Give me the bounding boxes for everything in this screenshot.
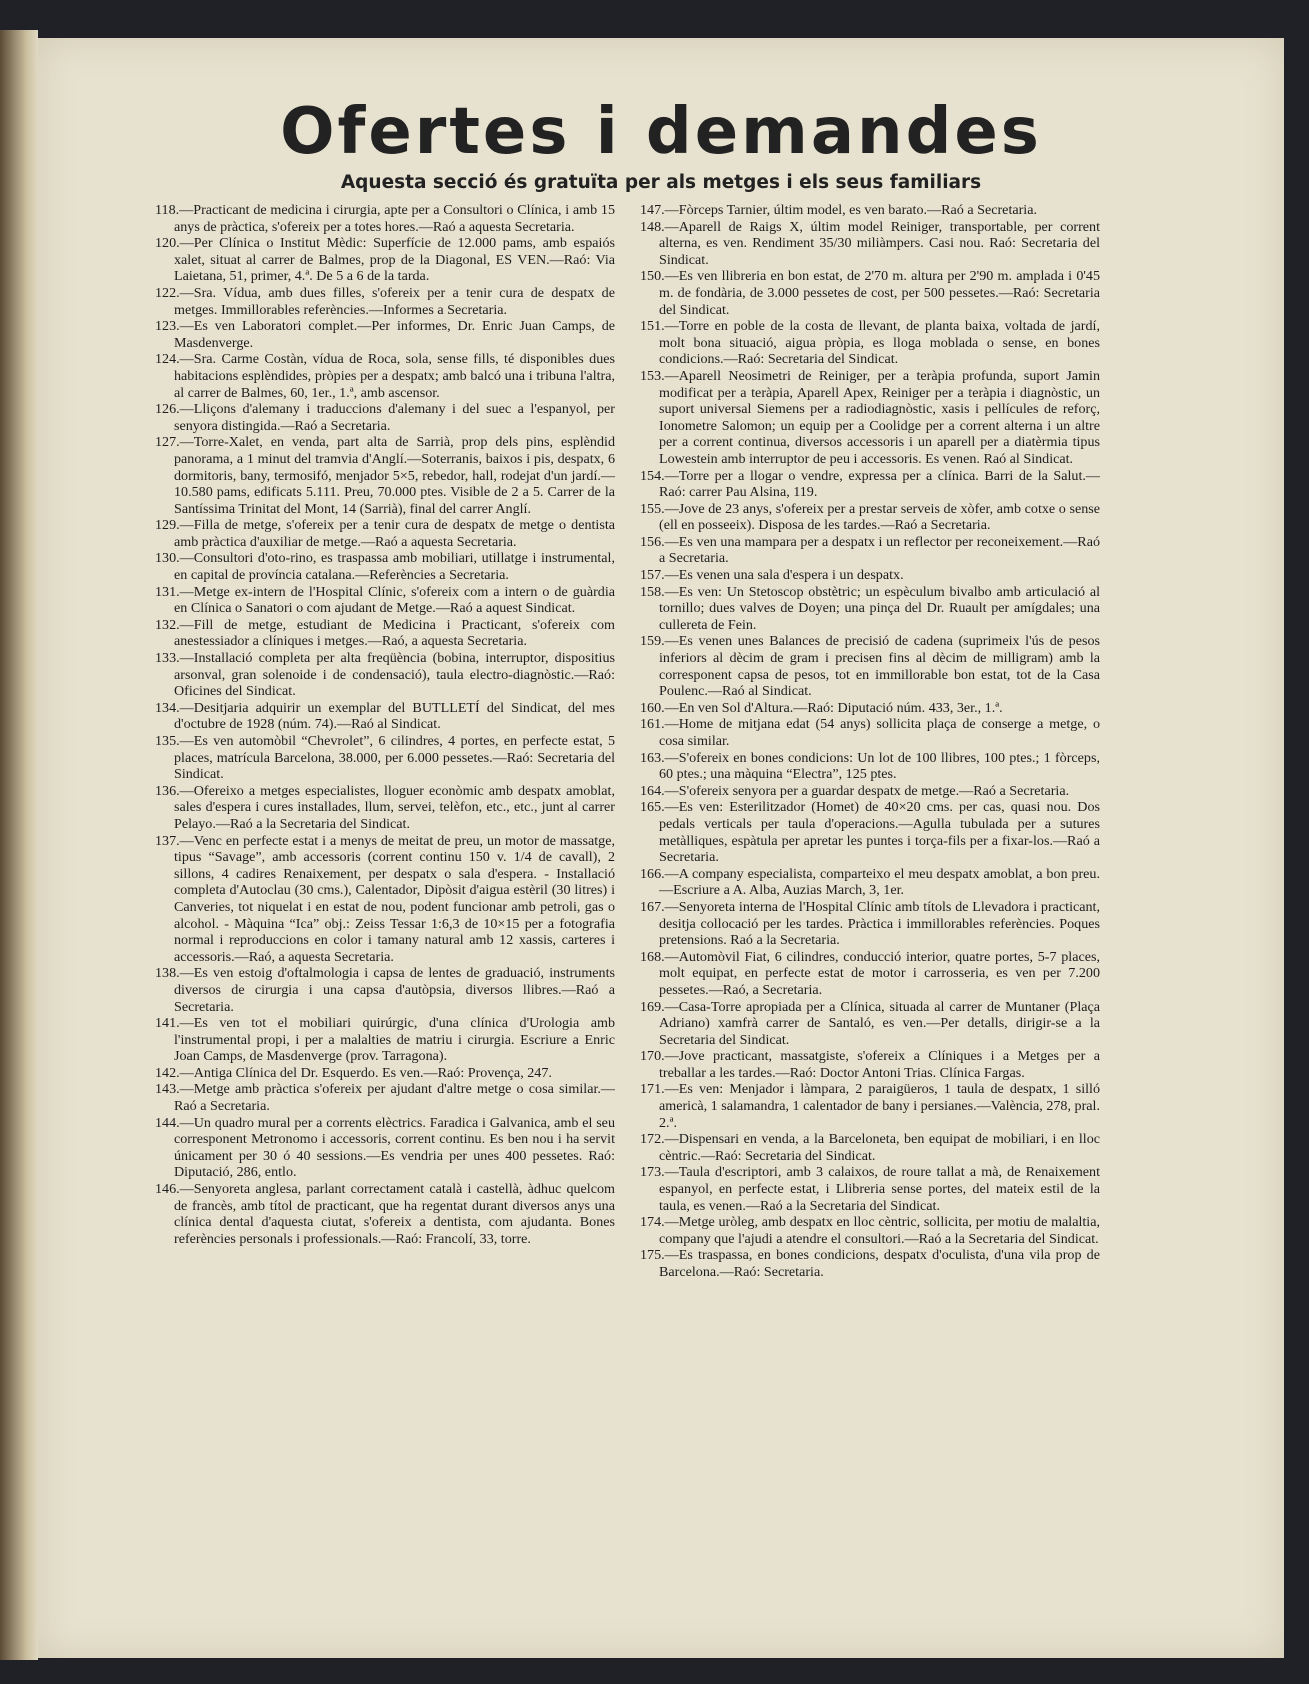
classified-entry: 135.—Es ven automòbil “Chevrolet”, 6 cilindres, 4 portes, en perfecte estat, 5 places, matrícula Barcelona, 38.000, per 6.000 pessetes.—Raó: Secretaria del Sindicat. — [155, 733, 615, 783]
classified-entry: 154.—Torre per a llogar o vendre, expressa per a clínica. Barri de la Salut.—Raó: carrer Pau Alsina, 119. — [640, 467, 1100, 501]
classified-entry: 147.—Fòrceps Tarnier, últim model, es ven barato.—Raó a Secretaria. — [640, 202, 1037, 218]
classified-entry: 144.—Un quadro mural per a corrents elèctrics. Faradica i Galvanica, amb el seu corresponent Metronomo i accessoris, corrent continu. Es ben nou i ha servit únicament per 30 ó 40 sessions.—Es vendria per unes 400 pessetes. Raó: Diputació, 286, entlo. — [155, 1114, 615, 1181]
classified-entry: 137.—Venc en perfecte estat i a menys de meitat de preu, un motor de massatge, tipus “Savage”, amb accessoris (corrent continu 150 v. 1/4 de cavall), 2 sillons, 4 cadires Renaixement, per despatx o sala d'espera. - Installació completa d'Autoclau (30 cms.), Calentador, Dipòsit d'aigua estèril (30 litres) i Canveries, tot niquelat i en estat de nou, podent funcionar amb petroli, gas o alcohol. - Màquina “Ica” obj.: Zeiss Tessar 1:6,3 de 10×15 per a fotografia normal i reproduccions en color i tamany natural amb 12 xassis, carteres i accessoris.—Raó, a aquesta Secretaria. — [155, 832, 615, 965]
classified-entry: 132.—Fill de metge, estudiant de Medicina i Practicant, s'ofereix com anestessiador a clíniques i metges.—Raó, a aquesta Secretaria. — [155, 616, 615, 650]
classified-entry: 171.—Es ven: Menjador i làmpara, 2 paraigüeros, 1 taula de despatx, 1 silló americà, 1 salamandra, 1 calentador de bany i persianes.—València, 278, pral. 2.ª. — [640, 1081, 1100, 1131]
classified-entry: 155.—Jove de 23 anys, s'ofereix per a prestar serveis de xòfer, amb cotxe o sense (ell en posseeix). Disposa de les tardes.—Raó a Secretaria. — [640, 500, 1100, 534]
classified-entry: 170.—Jove practicant, massatgiste, s'ofereix a Clíniques i a Metges per a treballar a les tardes.—Raó: Doctor Antoni Trias. Clínica Fargas. — [640, 1048, 1100, 1081]
classified-entry: 141.—Es ven tot el mobiliari quirúrgic, d'una clínica d'Urologia amb l'instrumental propi, i per a malalties de matriu i cirurgia. Escriure a Enric Joan Camps, de Masdenverge (prov. Tarragona). — [155, 1015, 615, 1065]
classified-entry: 168.—Automòvil Fiat, 6 cilindres, conducció interior, quatre portes, 5-7 places, molt equipat, en perfecte estat de motor i carrosseria, es ven per 7.200 pessetes.—Raó, a Secretaria. — [640, 948, 1100, 998]
classified-entry: 148.—Aparell de Raigs X, últim model Reiniger, transportable, per corrent alterna, es ven. Rendiment 35/30 miliàmpers. Casi nou. Raó: Secretaria del Sindicat. — [640, 218, 1100, 268]
classified-entry: 151.—Torre en poble de la costa de llevant, de planta baixa, voltada de jardí, molt bona situació, aigua pròpia, es lloga moblada o sense, en bones condicions.—Raó: Secretaria del Sindicat. — [640, 318, 1100, 368]
page — [38, 38, 1284, 1658]
page-title: Ofertes i demandes — [280, 95, 1042, 169]
classified-entry: 160.—En ven Sol d'Altura.—Raó: Diputació núm. 433, 3er., 1.ª. — [640, 699, 1003, 716]
classified-entry: 146.—Senyoreta anglesa, parlant correctament català i castellà, àdhuc quelcom de francès, amb títol de practicant, que ha regentat durant diversos anys una clínica dental d'aquesta ciutat, s'ofereix a dentista, com ajudanta. Bones referències personals i professionals.—Raó: Francolí, 33, torre. — [155, 1181, 615, 1247]
classified-entry: 158.—Es ven: Un Stetoscop obstètric; un espèculum bivalbo amb articulació al tornillo; dues valves de Doyen; una pinça del Dr. Ruault per amígdales; una cullereta de Fein. — [640, 583, 1100, 633]
classified-entry: 120.—Per Clínica o Institut Mèdic: Superfície de 12.000 pams, amb espaiós xalet, situat al carrer de Balmes, prop de la Diagonal, ES VEN.—Raó: Via Laietana, 51, primer, 4.ª. De 5 a 6 de la tarda. — [155, 235, 615, 285]
classified-entry: 164.—S'ofereix senyora per a guardar despatx de metge.—Raó a Secretaria. — [640, 782, 1070, 799]
classified-entry: 153.—Aparell Neosimetri de Reiniger, per a teràpia profunda, suport Jamin modificat per a teràpia, Aparell Apex, Reiniger per a teràpia i diagnòstic, un suport universal Siemens per a radiodiagnòstic, xasis i pellícules de reforç, Ionometre Salomon; un equip per a Coolidge per a corrent alterna i un altre per a corrent continua, diversos accessoris i un aparell per a diatèrmia tipus Lowestein amb interruptor de peu i accessoris. Es venen. Raó al Sindicat. — [640, 367, 1100, 467]
classified-entry: 163.—S'ofereix en bones condicions: Un lot de 100 llibres, 100 ptes.; 1 fòrceps, 60 ptes.; una màquina “Electra”, 125 ptes. — [640, 749, 1100, 783]
classified-entry: 173.—Taula d'escriptori, amb 3 calaixos, de roure tallat a mà, de Renaixement espanyol, en perfecte estat, i Llibreria sense portes, del mateix estil de la taula, es venen.—Raó a la Secretaria del Sindicat. — [640, 1164, 1100, 1214]
classified-entry: 133.—Installació completa per alta freqüència (bobina, interruptor, dispositius arsonval, gran solenoide i de condensació), taula electro-diagnòstic.—Raó: Oficines del Sindicat. — [155, 650, 615, 700]
left-column — [155, 202, 615, 1247]
classified-entry: 122.—Sra. Vídua, amb dues filles, s'ofereix per a tenir cura de despatx de metges. Immillorables referències.—Informes a Secretaria. — [155, 284, 615, 318]
classified-entry: 124.—Sra. Carme Costàn, vídua de Roca, sola, sense fills, té disponibles dues habitacions esplèndides, pròpies per a despatx; amb balcó una i tribuna l'altra, al carrer de Balmes, 60, 1er., 1.ª, amb ascensor. — [155, 351, 615, 401]
binding-gutter — [0, 30, 38, 1660]
classified-entry: 123.—Es ven Laboratori complet.—Per informes, Dr. Enric Juan Camps, de Masdenverge. — [155, 318, 615, 351]
classified-entry: 157.—Es venen una sala d'espera i un despatx. — [640, 567, 904, 584]
classified-entry: 126.—Lliçons d'alemany i traduccions d'alemany i del suec a l'espanyol, per senyora distingida.—Raó a Secretaria. — [155, 401, 615, 434]
classified-entry: 127.—Torre-Xalet, en venda, part alta de Sarrià, prop dels pins, esplèndid panorama, a 1 minut del tramvia d'Anglí.—Soterranis, baixos i pis, despatx, 6 dormitoris, bany, termosifó, menjador 5×5, rebedor, hall, rodejat d'un jardí.—10.580 pams, edificats 5.111. Preu, 70.000 ptes. Visible de 2 a 5. Carrer de la Santíssima Trinitat del Mont, 14 (Sarrià), final del carrer Anglí. — [155, 434, 615, 517]
classified-entry: 165.—Es ven: Esterilitzador (Homet) de 40×20 cms. per cas, quasi nou. Dos pedals verticals per taula d'operacions.—Agulla tubulada per a sutures metàlliques, espàtula per apretar les puntes i torça-fils per a fixar-los.—Raó a Secretaria. — [640, 799, 1100, 866]
classified-entry: 131.—Metge ex-intern de l'Hospital Clínic, s'ofereix com a intern o de guàrdia en Clínica o Sanatori o com ajudant de Metge.—Raó a aquest Sindicat. — [155, 583, 615, 617]
classified-entry: 161.—Home de mitjana edat (54 anys) sollicita plaça de conserge a metge, o cosa similar. — [640, 716, 1100, 749]
classified-entry: 136.—Ofereixo a metges especialistes, lloguer econòmic amb despatx amoblat, sales d'espera i cures installades, llum, servei, telèfon, etc., etc., junt al carrer Pelayo.—Raó a la Secretaria del Sindicat. — [155, 782, 615, 832]
classified-entry: 166.—A company especialista, comparteixo el meu despatx amoblat, a bon preu.—Escriure a A. Alba, Auzias March, 3, 1er. — [640, 865, 1100, 899]
classified-entry: 167.—Senyoreta interna de l'Hospital Clínic amb títols de Llevadora i practicant, desitja collocació per les tardes. Pràctica i immillorables referències. Poques pretensions. Raó a la Secretaria. — [640, 898, 1100, 949]
classified-entry: 150.—Es ven llibreria en bon estat, de 2'70 m. altura per 2'90 m. amplada i 0'45 m. de fondària, de 3.000 pessetes de cost, per 500 pessetes.—Raó: Secretaria del Sindicat. — [640, 268, 1100, 318]
classified-entry: 142.—Antiga Clínica del Dr. Esquerdo. Es ven.—Raó: Provença, 247. — [155, 1064, 552, 1081]
right-column — [640, 202, 1100, 1281]
classified-entry: 172.—Dispensari en venda, a la Barceloneta, ben equipat de mobiliari, i en lloc cèntric.—Raó: Secretaria del Sindicat. — [640, 1131, 1100, 1164]
classified-entry: 118.—Practicant de medicina i cirurgia, apte per a Consultori o Clínica, i amb 15 anys de pràctica, s'ofereix per a totes hores.—Raó a aquesta Secretaria. — [155, 202, 615, 235]
classified-entry: 175.—Es traspassa, en bones condicions, despatx d'oculista, d'una vila prop de Barcelona.—Raó: Secretaria. — [640, 1247, 1100, 1280]
classified-entry: 143.—Metge amb pràctica s'ofereix per ajudant d'altre metge o cosa similar.—Raó a Secretaria. — [155, 1081, 615, 1115]
classified-entry: 129.—Filla de metge, s'ofereix per a tenir cura de despatx de metge o dentista amb pràctica d'auxiliar de metge.—Raó a aquesta Secretaria. — [155, 517, 615, 550]
classified-entry: 174.—Metge uròleg, amb despatx en lloc cèntric, sollicita, per motiu de malaltia, company que l'ajudi a atendre el consultori.—Raó a la Secretaria del Sindicat. — [640, 1214, 1100, 1247]
classified-entry: 169.—Casa-Torre apropiada per a Clínica, situada al carrer de Muntaner (Plaça Adriano) xamfrà carrer de Santaló, es ven.—Per detalls, dirigir-se a la Secretaria del Sindicat. — [640, 998, 1100, 1048]
classified-entry: 156.—Es ven una mampara per a despatx i un reflector per reconeixement.—Raó a Secretaria. — [640, 533, 1100, 567]
classified-entry: 138.—Es ven estoig d'oftalmologia i capsa de lentes de graduació, instruments diversos de cirurgia i una capsa d'autòpsia, diversos llibres.—Raó a Secretaria. — [155, 965, 615, 1015]
classified-entry: 130.—Consultori d'oto-rino, es traspassa amb mobiliari, utillatge i instrumental, en capital de província catalana.—Referències a Secretaria. — [155, 550, 615, 584]
page-subtitle: Aquesta secció és gratuïta per als metges i els seus familiars — [340, 172, 982, 193]
classified-entry: 159.—Es venen unes Balances de precisió de cadena (suprimeix l'ús de pesos inferiors al dècim de gram i precisen fins al dècim de milligram) amb la corresponent capsa de pesos, tot en immillorable bon estat, tot de la Casa Poulenc.—Raó al Sindicat. — [640, 633, 1100, 700]
classified-entry: 134.—Desitjaria adquirir un exemplar del BUTLLETÍ del Sindicat, del mes d'octubre de 1928 (núm. 74).—Raó al Sindicat. — [155, 699, 615, 733]
